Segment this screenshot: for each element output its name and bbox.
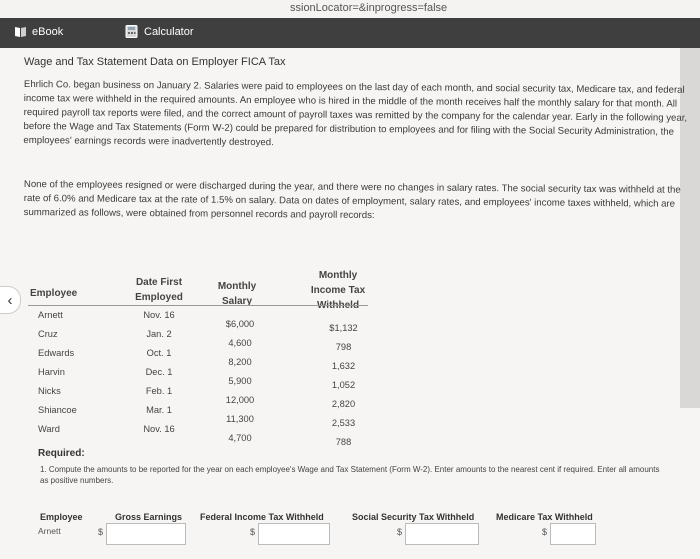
col-header-salary-line1: Monthly: [217, 281, 257, 292]
calculator-label: Calculator: [144, 25, 194, 38]
cell-tax: 788: [335, 437, 352, 447]
col-header-tax-line2: Income Tax: [310, 285, 366, 296]
answer-header-medicare: Medicare Tax Withheld: [496, 512, 593, 522]
col-header-date-line1: Date First: [135, 277, 183, 288]
answer-header-employee: Employee: [40, 512, 83, 522]
cell-salary: 5,900: [228, 376, 252, 386]
calculator-icon: [125, 25, 138, 38]
cell-employee: Cruz: [38, 329, 58, 339]
cell-tax: $1,132: [329, 323, 358, 333]
cell-salary: 8,200: [228, 357, 252, 367]
problem-paragraph-1: Ehrlich Co. began business on January 2. Salaries were paid to employees on the last day of each month, and social security tax, Medicare tax, and federal income tax were withheld in the required amounts. An employee who is hired in the middle of the month receives half the monthly salary for that month. All required payroll tax reports were filed, and the correct amount of payroll taxes was remitted by the company for the calendar year. Early in the following year, before the Wage and Tax Statements (Form W-2) could be prepared for distribution to employees and for filing with the Social Security Administration, the employees' earnings records were inadvertently destroyed.: [23, 78, 688, 149]
cell-tax: 1,052: [331, 380, 356, 390]
cell-salary: 12,000: [225, 395, 255, 405]
col-header-date-first: [124, 275, 194, 305]
answer-row-employee: Arnett: [38, 526, 61, 536]
cell-date: Feb. 1: [145, 386, 173, 396]
cell-employee: Nicks: [38, 386, 61, 396]
app-toolbar: [0, 18, 700, 48]
cell-tax: 2,533: [331, 418, 356, 428]
required-instructions: 1. Compute the amounts to be reported for the year on each employee's Wage and Tax Statement (Form W-2). Enter amounts to the nearest cent if required. Enter all amounts as positive numbers.: [40, 465, 660, 485]
currency-symbol: $: [98, 527, 104, 537]
cell-salary: 4,700: [228, 433, 252, 443]
cell-employee: Arnett: [38, 310, 63, 320]
col-header-tax-line3: Withheld: [316, 300, 360, 311]
cell-tax: 2,820: [331, 399, 356, 409]
cell-date: Dec. 1: [145, 367, 173, 377]
browser-url-bar: [0, 0, 700, 18]
col-header-tax-line1: Monthly: [318, 270, 358, 281]
cell-salary: $6,000: [225, 319, 255, 329]
cell-tax: 798: [335, 342, 352, 352]
cell-date: Oct. 1: [146, 348, 172, 358]
book-icon: [14, 25, 27, 38]
cell-date: Jan. 2: [146, 329, 172, 339]
cell-employee: Harvin: [38, 367, 65, 377]
cell-employee: Shiancoe: [38, 405, 77, 415]
chevron-left-icon: ‹: [7, 291, 13, 309]
answer-header-federal-tax: Federal Income Tax Withheld: [200, 512, 324, 522]
cell-employee: Edwards: [38, 348, 75, 358]
medicare-input[interactable]: [550, 523, 596, 545]
cell-tax: 1,632: [331, 361, 356, 371]
problem-title: Wage and Tax Statement Data on Employer FICA Tax: [24, 56, 286, 68]
currency-symbol: $: [397, 527, 403, 537]
header-divider: [28, 305, 368, 306]
cell-salary: 4,600: [228, 338, 252, 348]
cell-date: Nov. 16: [143, 310, 175, 320]
gross-earnings-input[interactable]: [106, 523, 186, 545]
currency-symbol: $: [250, 527, 256, 537]
currency-symbol: $: [542, 527, 548, 537]
social-security-input[interactable]: [405, 523, 479, 545]
col-header-employee: Employee: [30, 288, 78, 299]
ebook-label: eBook: [32, 25, 64, 38]
cell-date: Mar. 1: [146, 405, 172, 415]
problem-paragraph-2: None of the employees resigned or were discharged during the year, and there were no changes in salary rates. The social security tax was withheld at the rate of 6.0% and Medicare tax at the rate of 1.5% on salary. Data on dates of employment, salary rates, and employees' income taxes withheld, which are summarized as follows, were obtained from personnel records and payroll records:: [23, 178, 681, 222]
calculator-button[interactable]: [125, 25, 194, 38]
cell-salary: 11,300: [226, 414, 254, 424]
col-header-income-tax: [303, 268, 373, 313]
col-header-date-line2: Employed: [135, 292, 183, 303]
cell-date: Nov. 16: [143, 424, 175, 434]
col-header-salary-line2: Salary: [221, 296, 253, 307]
required-label: Required:: [38, 448, 85, 459]
federal-tax-input[interactable]: [258, 523, 330, 545]
cell-employee: Ward: [38, 424, 60, 434]
url-text: ssionLocator=&inprogress=false: [290, 2, 448, 14]
ebook-button[interactable]: [14, 25, 63, 38]
answer-header-gross-earnings: Gross Earnings: [115, 512, 183, 522]
answer-header-social-security: Social Security Tax Withheld: [352, 512, 475, 522]
